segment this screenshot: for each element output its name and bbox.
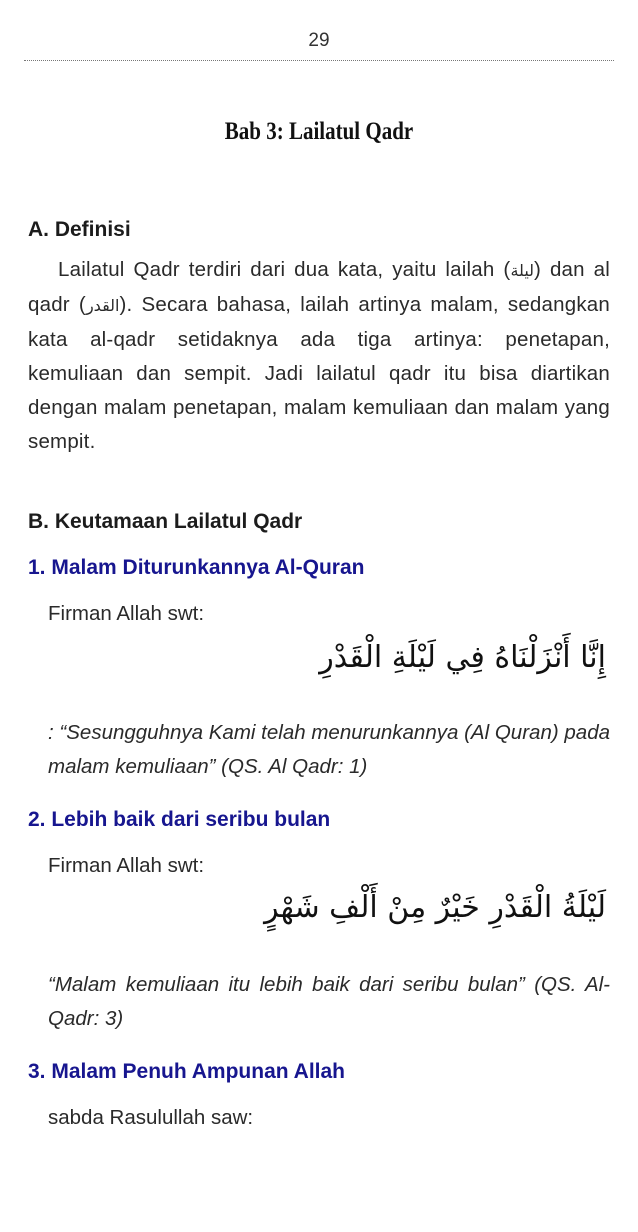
arabic-word-qadr: القدر [85,296,120,315]
point-2-intro: Firman Allah swt: [48,854,205,877]
page-number: 29 [308,30,330,51]
point-1-arabic-verse: إِنَّا أَنْزَلْنَاهُ فِي لَيْلَةِ الْقَدْرِ [319,640,606,675]
definition-text-part1: Lailatul Qadr terdiri dari dua kata, yaitu lailah ( [58,258,511,281]
point-2-heading: 2. Lebih baik dari seribu bulan [28,808,331,831]
section-heading-keutamaan: B. Keutamaan Lailatul Qadr [28,510,303,533]
definition-text-part2: ) dan al qadr ( [28,258,611,316]
point-3-intro: sabda Rasulullah saw: [48,1106,254,1129]
point-1-translation: : “Sesungguhnya Kami telah menurunkannya (Al Quran) pada malam kemuliaan” (QS. Al Qadr: 1) [48,721,610,778]
definition-paragraph [28,253,610,459]
definition-text-part3: ). Secara bahasa, lailah artinya malam, sedangkan kata al-qadr setidaknya ada tiga artinya: penetapan, kemuliaan dan sempit. Jadi lailatul qadr itu bisa diartikan dengan malam penetapan, malam kemuliaan dan malam yang sempit. [28,293,610,453]
point-1-intro: Firman Allah swt: [48,602,205,625]
chapter-title: Bab 3: Lailatul Qadr [224,118,414,145]
point-2-arabic-verse: لَيْلَةُ الْقَدْرِ خَيْرٌ مِنْ أَلْفِ شَهْرٍ [264,890,606,925]
header-divider [24,60,614,61]
point-2-translation: “Malam kemuliaan itu lebih baik dari seribu bulan” (QS. Al-Qadr: 3) [48,973,610,1030]
arabic-word-lailah: ليلة [510,261,535,280]
point-1-heading: 1. Malam Diturunkannya Al-Quran [28,556,365,579]
point-3-heading: 3. Malam Penuh Ampunan Allah [28,1060,345,1083]
section-heading-definisi: A. Definisi [28,218,131,241]
